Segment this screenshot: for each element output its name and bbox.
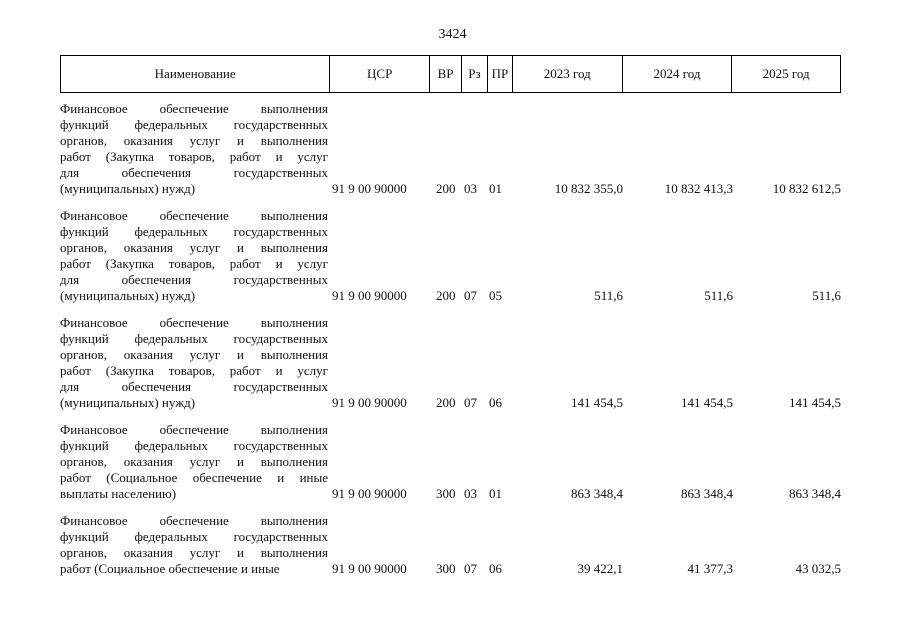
row-name-line: функций федеральных государственных	[60, 117, 328, 132]
row-2023: 141 454,5	[571, 395, 623, 410]
header-2023: 2023 год	[513, 56, 623, 92]
row-rz: 03	[464, 181, 477, 196]
row-name-line: органов, оказания услуг и выполнения	[60, 454, 328, 469]
row-2025: 10 832 612,5	[772, 181, 841, 196]
row-2023: 39 422,1	[577, 561, 623, 576]
row-name-line: органов, оказания услуг и выполнения	[60, 347, 328, 362]
table-row	[60, 513, 841, 577]
row-pr: 06	[489, 561, 502, 576]
row-name-line: работ (Закупка товаров, работ и услуг	[60, 149, 328, 164]
page-number: 3424	[438, 27, 467, 42]
header-name: Наименование	[61, 56, 330, 92]
table-row	[60, 422, 841, 502]
row-name-line: для обеспечения государственных	[60, 272, 328, 287]
row-2024: 863 348,4	[681, 486, 733, 501]
header-pr: ПР	[488, 56, 513, 92]
row-pr: 05	[489, 288, 502, 303]
row-name-line: (муниципальных) нужд)	[60, 288, 196, 303]
row-name-line: Финансовое обеспечение выполнения	[60, 315, 328, 330]
row-vr: 300	[436, 561, 456, 576]
row-2024: 141 454,5	[681, 395, 733, 410]
row-rz: 07	[464, 288, 477, 303]
row-csr: 91 9 00 90000	[332, 561, 407, 576]
row-csr: 91 9 00 90000	[332, 486, 407, 501]
row-name-line: Финансовое обеспечение выполнения	[60, 422, 328, 437]
row-2025: 511,6	[812, 288, 841, 303]
row-name-line: Финансовое обеспечение выполнения	[60, 513, 328, 528]
row-csr: 91 9 00 90000	[332, 288, 407, 303]
row-2023: 863 348,4	[571, 486, 623, 501]
row-name-line: работ (Закупка товаров, работ и услуг	[60, 363, 328, 378]
row-name-line: выплаты населению)	[60, 486, 177, 501]
table-row	[60, 101, 841, 197]
row-csr: 91 9 00 90000	[332, 395, 407, 410]
row-name-line: работ (Социальное обеспечение и иные	[60, 561, 280, 576]
row-vr: 200	[436, 395, 456, 410]
row-pr: 06	[489, 395, 502, 410]
row-vr: 200	[436, 181, 456, 196]
row-2024: 41 377,3	[687, 561, 733, 576]
row-values	[60, 486, 841, 502]
table-row	[60, 208, 841, 304]
header-2025: 2025 год	[762, 66, 810, 81]
row-2025: 863 348,4	[789, 486, 841, 501]
row-name-line: органов, оказания услуг и выполнения	[60, 133, 328, 148]
row-name-line: функций федеральных государственных	[60, 224, 328, 239]
table-header	[60, 55, 841, 93]
row-name-line: (муниципальных) нужд)	[60, 181, 196, 196]
table-body	[60, 101, 841, 588]
header-2024: 2024 год	[623, 56, 733, 92]
row-pr: 01	[489, 181, 502, 196]
row-2025: 141 454,5	[789, 395, 841, 410]
row-csr: 91 9 00 90000	[332, 181, 407, 196]
row-values	[60, 288, 841, 304]
row-vr: 200	[436, 288, 456, 303]
row-name-line: Финансовое обеспечение выполнения	[60, 101, 328, 116]
row-name-line: функций федеральных государственных	[60, 438, 328, 453]
row-2023: 511,6	[594, 288, 623, 303]
row-name-line: для обеспечения государственных	[60, 379, 328, 394]
row-name-line: Финансовое обеспечение выполнения	[60, 208, 328, 223]
row-name-line: функций федеральных государственных	[60, 529, 328, 544]
row-name-line: работ (Закупка товаров, работ и услуг	[60, 256, 328, 271]
row-pr: 01	[489, 486, 502, 501]
row-name-line: функций федеральных государственных	[60, 331, 328, 346]
table-row	[60, 315, 841, 411]
header-rz: Рз	[462, 56, 488, 92]
row-name-line: органов, оказания услуг и выполнения	[60, 240, 328, 255]
row-name-line: (муниципальных) нужд)	[60, 395, 196, 410]
header-vr: ВР	[430, 56, 462, 92]
row-values	[60, 395, 841, 411]
row-values	[60, 561, 841, 577]
header-csr: ЦСР	[330, 56, 430, 92]
row-rz: 07	[464, 561, 477, 576]
row-name-line: работ (Социальное обеспечение и иные	[60, 470, 328, 485]
row-2023: 10 832 355,0	[554, 181, 623, 196]
row-name-line: органов, оказания услуг и выполнения	[60, 545, 328, 560]
row-2024: 511,6	[704, 288, 733, 303]
row-rz: 03	[464, 486, 477, 501]
row-vr: 300	[436, 486, 456, 501]
row-values	[60, 181, 841, 197]
row-2025: 43 032,5	[795, 561, 841, 576]
row-name-line: для обеспечения государственных	[60, 165, 328, 180]
row-2024: 10 832 413,3	[664, 181, 733, 196]
row-rz: 07	[464, 395, 477, 410]
